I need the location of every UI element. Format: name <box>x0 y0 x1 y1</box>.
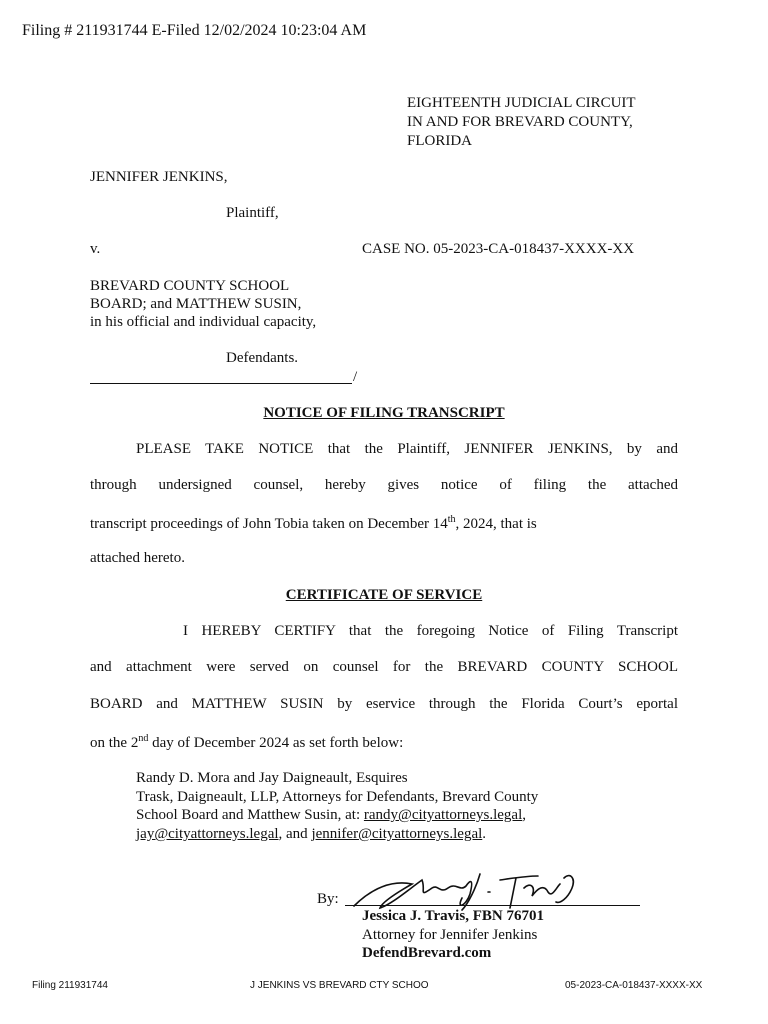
caption-rule <box>90 383 352 384</box>
certificate-line3: BOARD and MATTHEW SUSIN by eservice through the Florida Court’s eportal <box>90 696 678 712</box>
notice-paragraph-line1: PLEASE TAKE NOTICE that the Plaintiff, JENNIFER JENKINS, by and <box>136 441 678 457</box>
notice-line3-tail: , 2024, that is <box>455 516 537 532</box>
service-line4 <box>136 825 486 844</box>
email-link-jennifer[interactable]: jennifer@cityattorneys.legal <box>311 826 483 842</box>
footer-filing-number: Filing 211931744 <box>32 980 108 991</box>
court-name-line1: EIGHTEENTH JUDICIAL CIRCUIT <box>407 95 636 111</box>
signer-name: Jessica J. Travis, FBN 76701 <box>362 908 544 924</box>
service-and: , and <box>278 826 312 842</box>
firm-name: DefendBrevard.com <box>362 945 492 961</box>
signature-line <box>345 905 640 906</box>
court-name-line3: FLORIDA <box>407 133 473 149</box>
notice-paragraph-line3 <box>90 514 678 533</box>
caption-slash: / <box>353 369 358 385</box>
plaintiff-role: Plaintiff, <box>226 205 279 221</box>
plaintiff-name: JENNIFER JENKINS, <box>90 169 228 185</box>
service-line2: Trask, Daigneault, LLP, Attorneys for Defendants, Brevard County <box>136 789 539 805</box>
filing-stamp: Filing # 211931744 E-Filed 12/02/2024 10:23:04 AM <box>22 22 367 39</box>
defendant-line2: BOARD; and MATTHEW SUSIN, <box>90 296 302 312</box>
notice-line3-text: transcript proceedings of John Tobia taken on December 14 <box>90 516 448 532</box>
certificate-line4-text: on the 2 <box>90 735 139 751</box>
footer-case-number: 05-2023-CA-018437-XXXX-XX <box>565 980 703 991</box>
certificate-line4 <box>90 733 403 752</box>
signer-title: Attorney for Jennifer Jenkins <box>362 927 538 943</box>
service-line1: Randy D. Mora and Jay Daigneault, Esquires <box>136 770 408 786</box>
notice-paragraph-line4: attached hereto. <box>90 550 185 566</box>
service-period: . <box>482 826 487 842</box>
certificate-line2: and attachment were served on counsel for the BREVARD COUNTY SCHOOL <box>90 659 678 675</box>
defendant-role: Defendants. <box>226 350 299 366</box>
notice-paragraph-line2: through undersigned counsel, hereby gives notice of filing the attached <box>90 477 678 493</box>
certificate-line4-sup: nd <box>138 733 149 744</box>
certificate-title: CERTIFICATE OF SERVICE <box>285 587 483 603</box>
defendant-line3: in his official and individual capacity, <box>90 314 317 330</box>
service-line3 <box>136 806 526 825</box>
email-link-randy[interactable]: randy@cityattorneys.legal <box>363 807 523 823</box>
notice-title: NOTICE OF FILING TRANSCRIPT <box>263 405 505 421</box>
certificate-line4-tail: day of December 2024 as set forth below: <box>148 735 404 751</box>
certificate-line1: I HEREBY CERTIFY that the foregoing Notice of Filing Transcript <box>183 623 678 639</box>
court-name-line2: IN AND FOR BREVARD COUNTY, <box>407 114 633 130</box>
defendant-line1: BREVARD COUNTY SCHOOL <box>90 278 290 294</box>
notice-line3-sup: th <box>447 514 456 525</box>
versus: v. <box>90 241 101 257</box>
service-comma: , <box>522 807 526 823</box>
email-link-jay[interactable]: jay@cityattorneys.legal <box>136 826 279 842</box>
footer-case-title: J JENKINS VS BREVARD CTY SCHOO <box>250 980 429 991</box>
case-number: CASE NO. 05-2023-CA-018437-XXXX-XX <box>362 241 635 257</box>
service-line3-text: School Board and Matthew Susin, at: <box>136 807 364 823</box>
by-label: By: <box>317 891 339 907</box>
